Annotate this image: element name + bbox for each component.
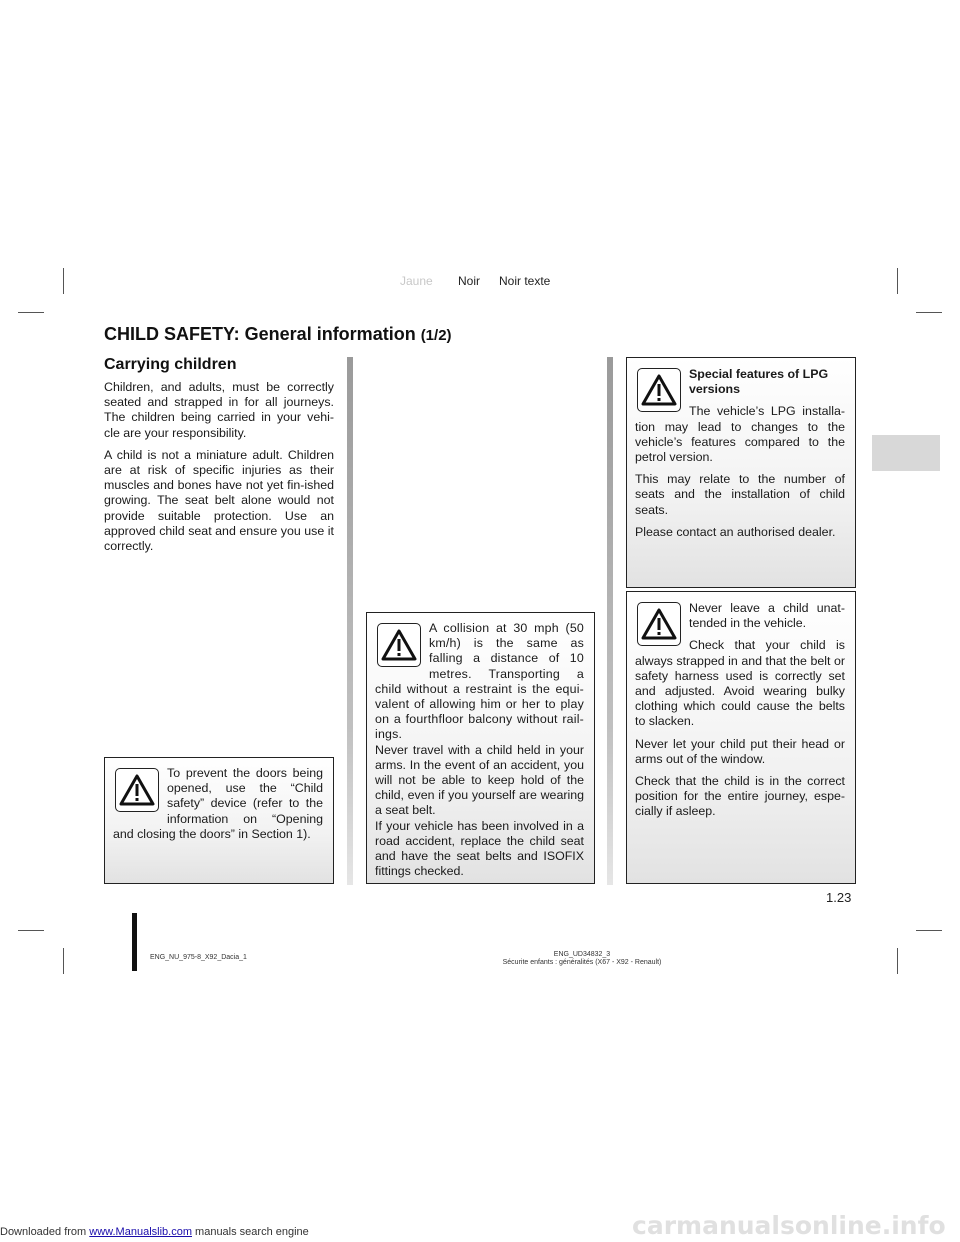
separation-noir: Noir: [458, 274, 481, 288]
warning-triangle-icon: [115, 768, 159, 812]
warning-text: Never let your child put their head or arms out of the window.: [635, 736, 845, 766]
footer-right-code: ENG_UD34832_3: [553, 951, 611, 958]
warning-text: To prevent the doors being opened, use the “Child safety” device (refer to the information on “Opening and closing the doors” in Section 1).: [113, 766, 323, 841]
download-suffix: manuals search engine: [191, 1226, 309, 1238]
paragraph: A child is not a miniature adult. Children are at risk of specific injuries as their muscles and bones have not yet fin-ished growing. The seat belt alone would not provide suitable protection. Use an approved child seat and ensure you use it correctly.: [104, 447, 334, 554]
warning-text: Please contact an authorised dealer.: [635, 524, 836, 539]
watermark: carmanualsonline.info: [632, 1211, 946, 1240]
crop-mark: [897, 948, 898, 974]
footer-right: [497, 951, 667, 967]
warning-text: This may relate to the number of seats and the installation of child seats.: [635, 472, 845, 517]
crop-mark: [18, 930, 44, 931]
crop-mark: [18, 312, 44, 313]
warning-text: A collision at 30 mph (50 km/h) is the same as falling a distance of 10 metres. Transporting a child without a restraint is the equi-valent of allowing him or her to play on a fourthfloor balcony without rail-ings.: [375, 621, 584, 742]
margin-bar: [132, 913, 137, 971]
warning-box-unattended: [626, 591, 856, 884]
warning-text: The vehicle’s LPG installa-tion may lead to changes to the vehicle’s features compared to the petrol version.: [635, 404, 845, 465]
warning-text: Check that your child is always strapped in and that the belt or safety harness used is correctly set and adjusted. Avoid wearing bulky clothing which could cause the belts to slacken.: [635, 638, 845, 729]
crop-mark: [916, 930, 942, 931]
warning-triangle-icon: [637, 602, 681, 646]
footer-right-title: Sécurite enfants : généralités (X67 - X92 - Renault): [502, 959, 662, 966]
column-left: [104, 380, 334, 561]
page-title: [104, 324, 452, 345]
warning-box-collision: [366, 612, 595, 884]
warning-text: Check that the child is in the correct position for the entire journey, espe-cially if asleep.: [635, 774, 845, 819]
column-divider: [607, 357, 613, 885]
crop-mark: [897, 268, 898, 294]
warning-triangle-icon: [637, 368, 681, 412]
crop-mark: [916, 312, 942, 313]
warning-box-lpg: [626, 357, 856, 588]
download-link[interactable]: www.Manualslib.com: [89, 1226, 192, 1238]
page-title-part: (1/2): [420, 327, 452, 344]
crop-mark: [63, 948, 64, 974]
footer-left: ENG_NU_975-8_X92_Dacia_1: [150, 954, 247, 961]
separation-noir-texte: Noir texte: [499, 274, 551, 288]
download-bar: [0, 1226, 309, 1238]
column-divider: [347, 357, 353, 885]
warning-text: Never leave a child unat-tended in the vehicle.: [689, 601, 845, 631]
warning-text: If your vehicle has been involved in a road accident, replace the child seat and have the seat belts and ISOFIX fittings checked.: [375, 818, 584, 879]
section-tab-marker: [872, 435, 940, 471]
warning-text: Never travel with a child held in your arms. In the event of an accident, you will not be able to keep hold of the child, even if you yourself are wearing a seat belt.: [375, 742, 584, 818]
paragraph: Children, and adults, must be correctly seated and strapped in for all journeys. The children being carried in your vehi-cle are your responsibility.: [104, 380, 334, 440]
warning-box-doors: [104, 757, 334, 884]
page-number: 1.23: [826, 890, 852, 905]
warning-heading: Special features of LPG versions: [689, 367, 829, 397]
crop-mark: [63, 268, 64, 294]
separation-jaune: Jaune: [400, 274, 433, 288]
page-title-main: CHILD SAFETY: General information: [104, 324, 421, 344]
section-heading: Carrying children: [104, 356, 237, 373]
warning-triangle-icon: [377, 623, 421, 667]
download-prefix: Downloaded from: [0, 1226, 90, 1238]
